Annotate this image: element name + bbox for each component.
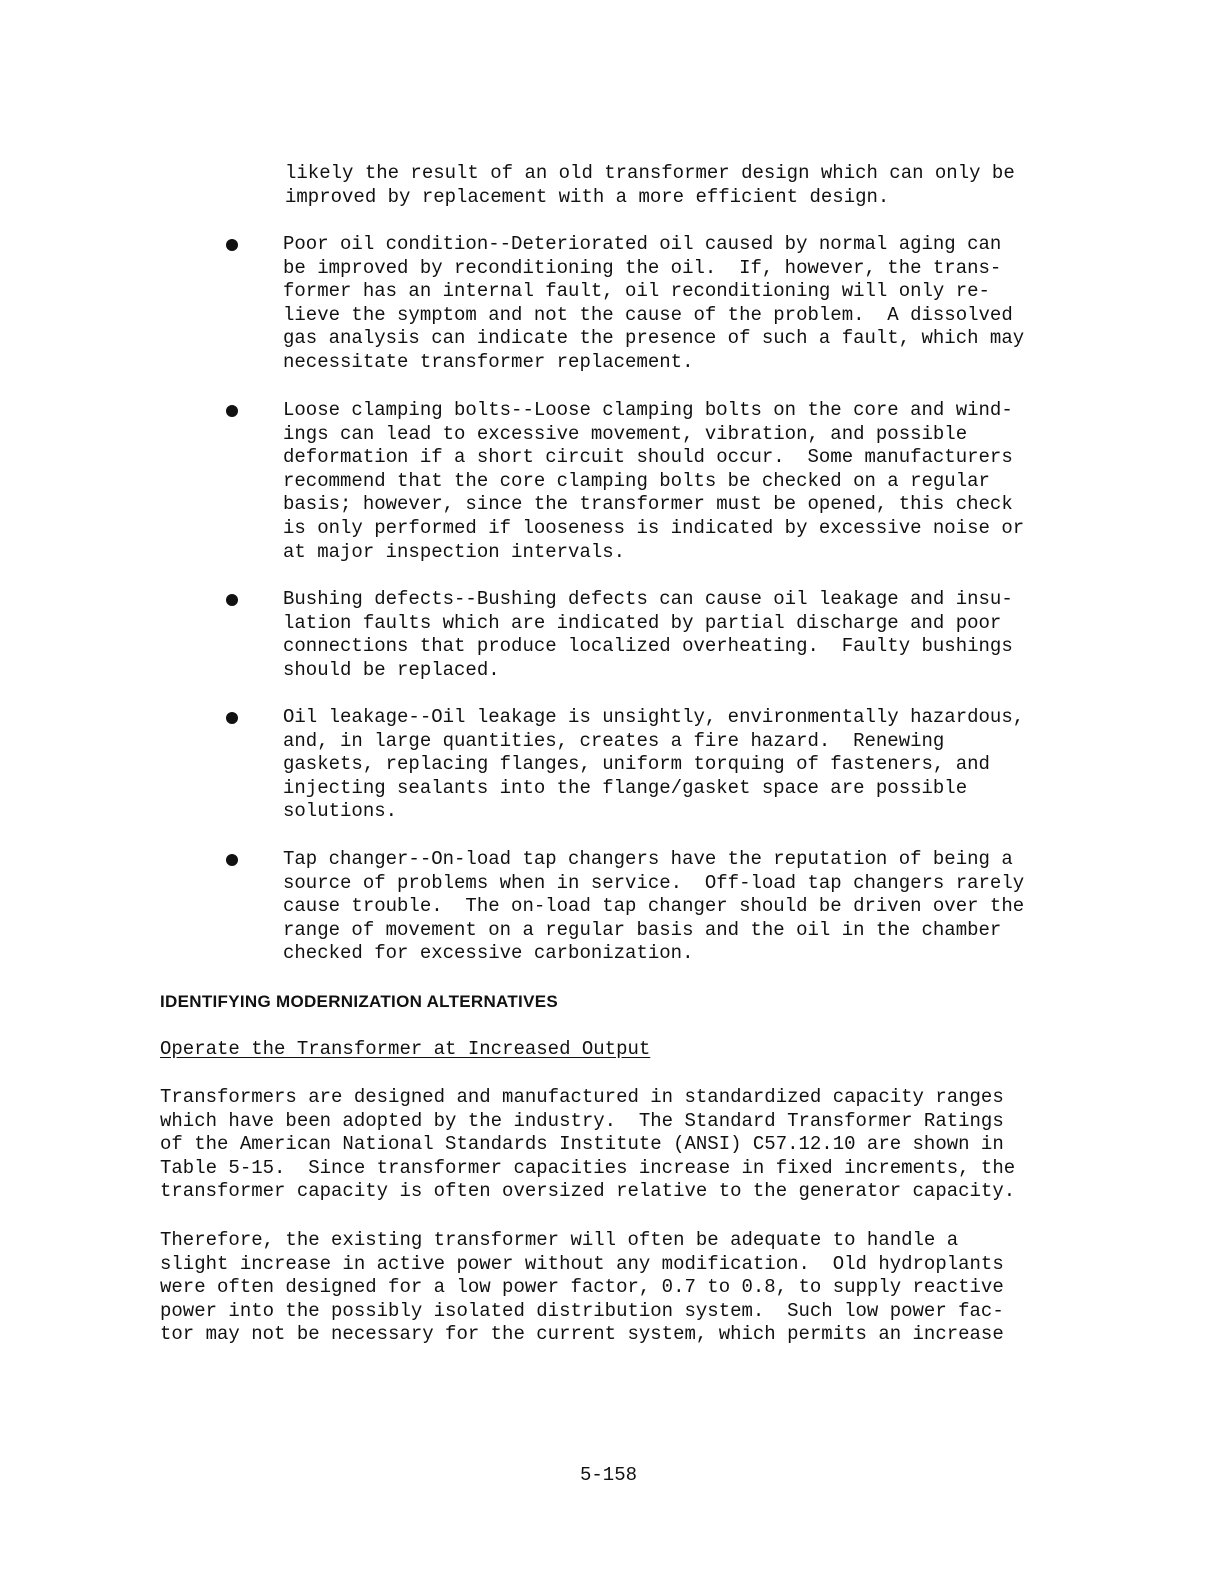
bullet-marker	[226, 405, 238, 417]
bullet-marker	[226, 854, 238, 866]
bullet-marker	[226, 239, 238, 251]
paragraph-standard-ratings: Transformers are designed and manufactured in standardized capacity ranges which have been adopted by the industry. The Standard Transformer Ratings of the American National Standards Institute (ANSI) C57.12.10 are shown in Table 5-15. Since transformer capacities increase in fixed increments, the transformer capacity is often oversized relative to the generator capacity.	[160, 1086, 1016, 1203]
section-heading: IDENTIFYING MODERNIZATION ALTERNATIVES	[160, 992, 558, 1011]
bullet-item-bushing-defects: Bushing defects--Bushing defects can cause oil leakage and insu- lation faults which are indicated by partial discharge and poor connections that produce localized overheating. Faulty bushings should be replaced.	[283, 588, 1013, 681]
bullet-item-oil-leakage: Oil leakage--Oil leakage is unsightly, environmentally hazardous, and, in large quantities, creates a fire hazard. Renewing gaskets, replacing flanges, uniform torquing of fasteners, and injecting sealants into the flange/gasket space are possible solutions.	[283, 706, 1025, 823]
bullet-marker	[226, 712, 238, 724]
subsection-heading: Operate the Transformer at Increased Output	[160, 1038, 651, 1060]
page-number: 5-158	[580, 1464, 638, 1486]
bullet-item-poor-oil-condition: Poor oil condition--Deteriorated oil caused by normal aging can be improved by reconditioning the oil. If, however, the trans- former has an internal fault, oil reconditioning will only re- lieve the symptom and not the cause of the problem. A dissolved gas analysis can indicate the presence of such a fault, which may necessitate transformer replacement.	[283, 233, 1025, 373]
bullet-marker	[226, 594, 238, 606]
bullet-item-loose-clamping-bolts: Loose clamping bolts--Loose clamping bolts on the core and wind- ings can lead to excessive movement, vibration, and possible deformation if a short circuit should occur. Some manufacturers recommend that the core clamping bolts be checked on a regular basis; however, since the transformer must be opened, this check is only performed if looseness is indicated by excessive noise or at major inspection intervals.	[283, 399, 1025, 563]
bullet-item-tap-changer: Tap changer--On-load tap changers have the reputation of being a source of problems when in service. Off-load tap changers rarely cause trouble. The on-load tap changer should be driven over the range of movement on a regular basis and the oil in the chamber checked for excessive carbonization.	[283, 848, 1025, 965]
paragraph-power-factor: Therefore, the existing transformer will often be adequate to handle a slight increase in active power without any modification. Old hydroplants were often designed for a low power factor, 0.7 to 0.8, to supply reactive power into the possibly isolated distribution system. Such low power fac- tor may not be necessary for the current system, which permits an increase	[160, 1229, 1004, 1346]
continuation-text: likely the result of an old transformer design which can only be improved by replacement with a more efficient design.	[285, 162, 1015, 208]
